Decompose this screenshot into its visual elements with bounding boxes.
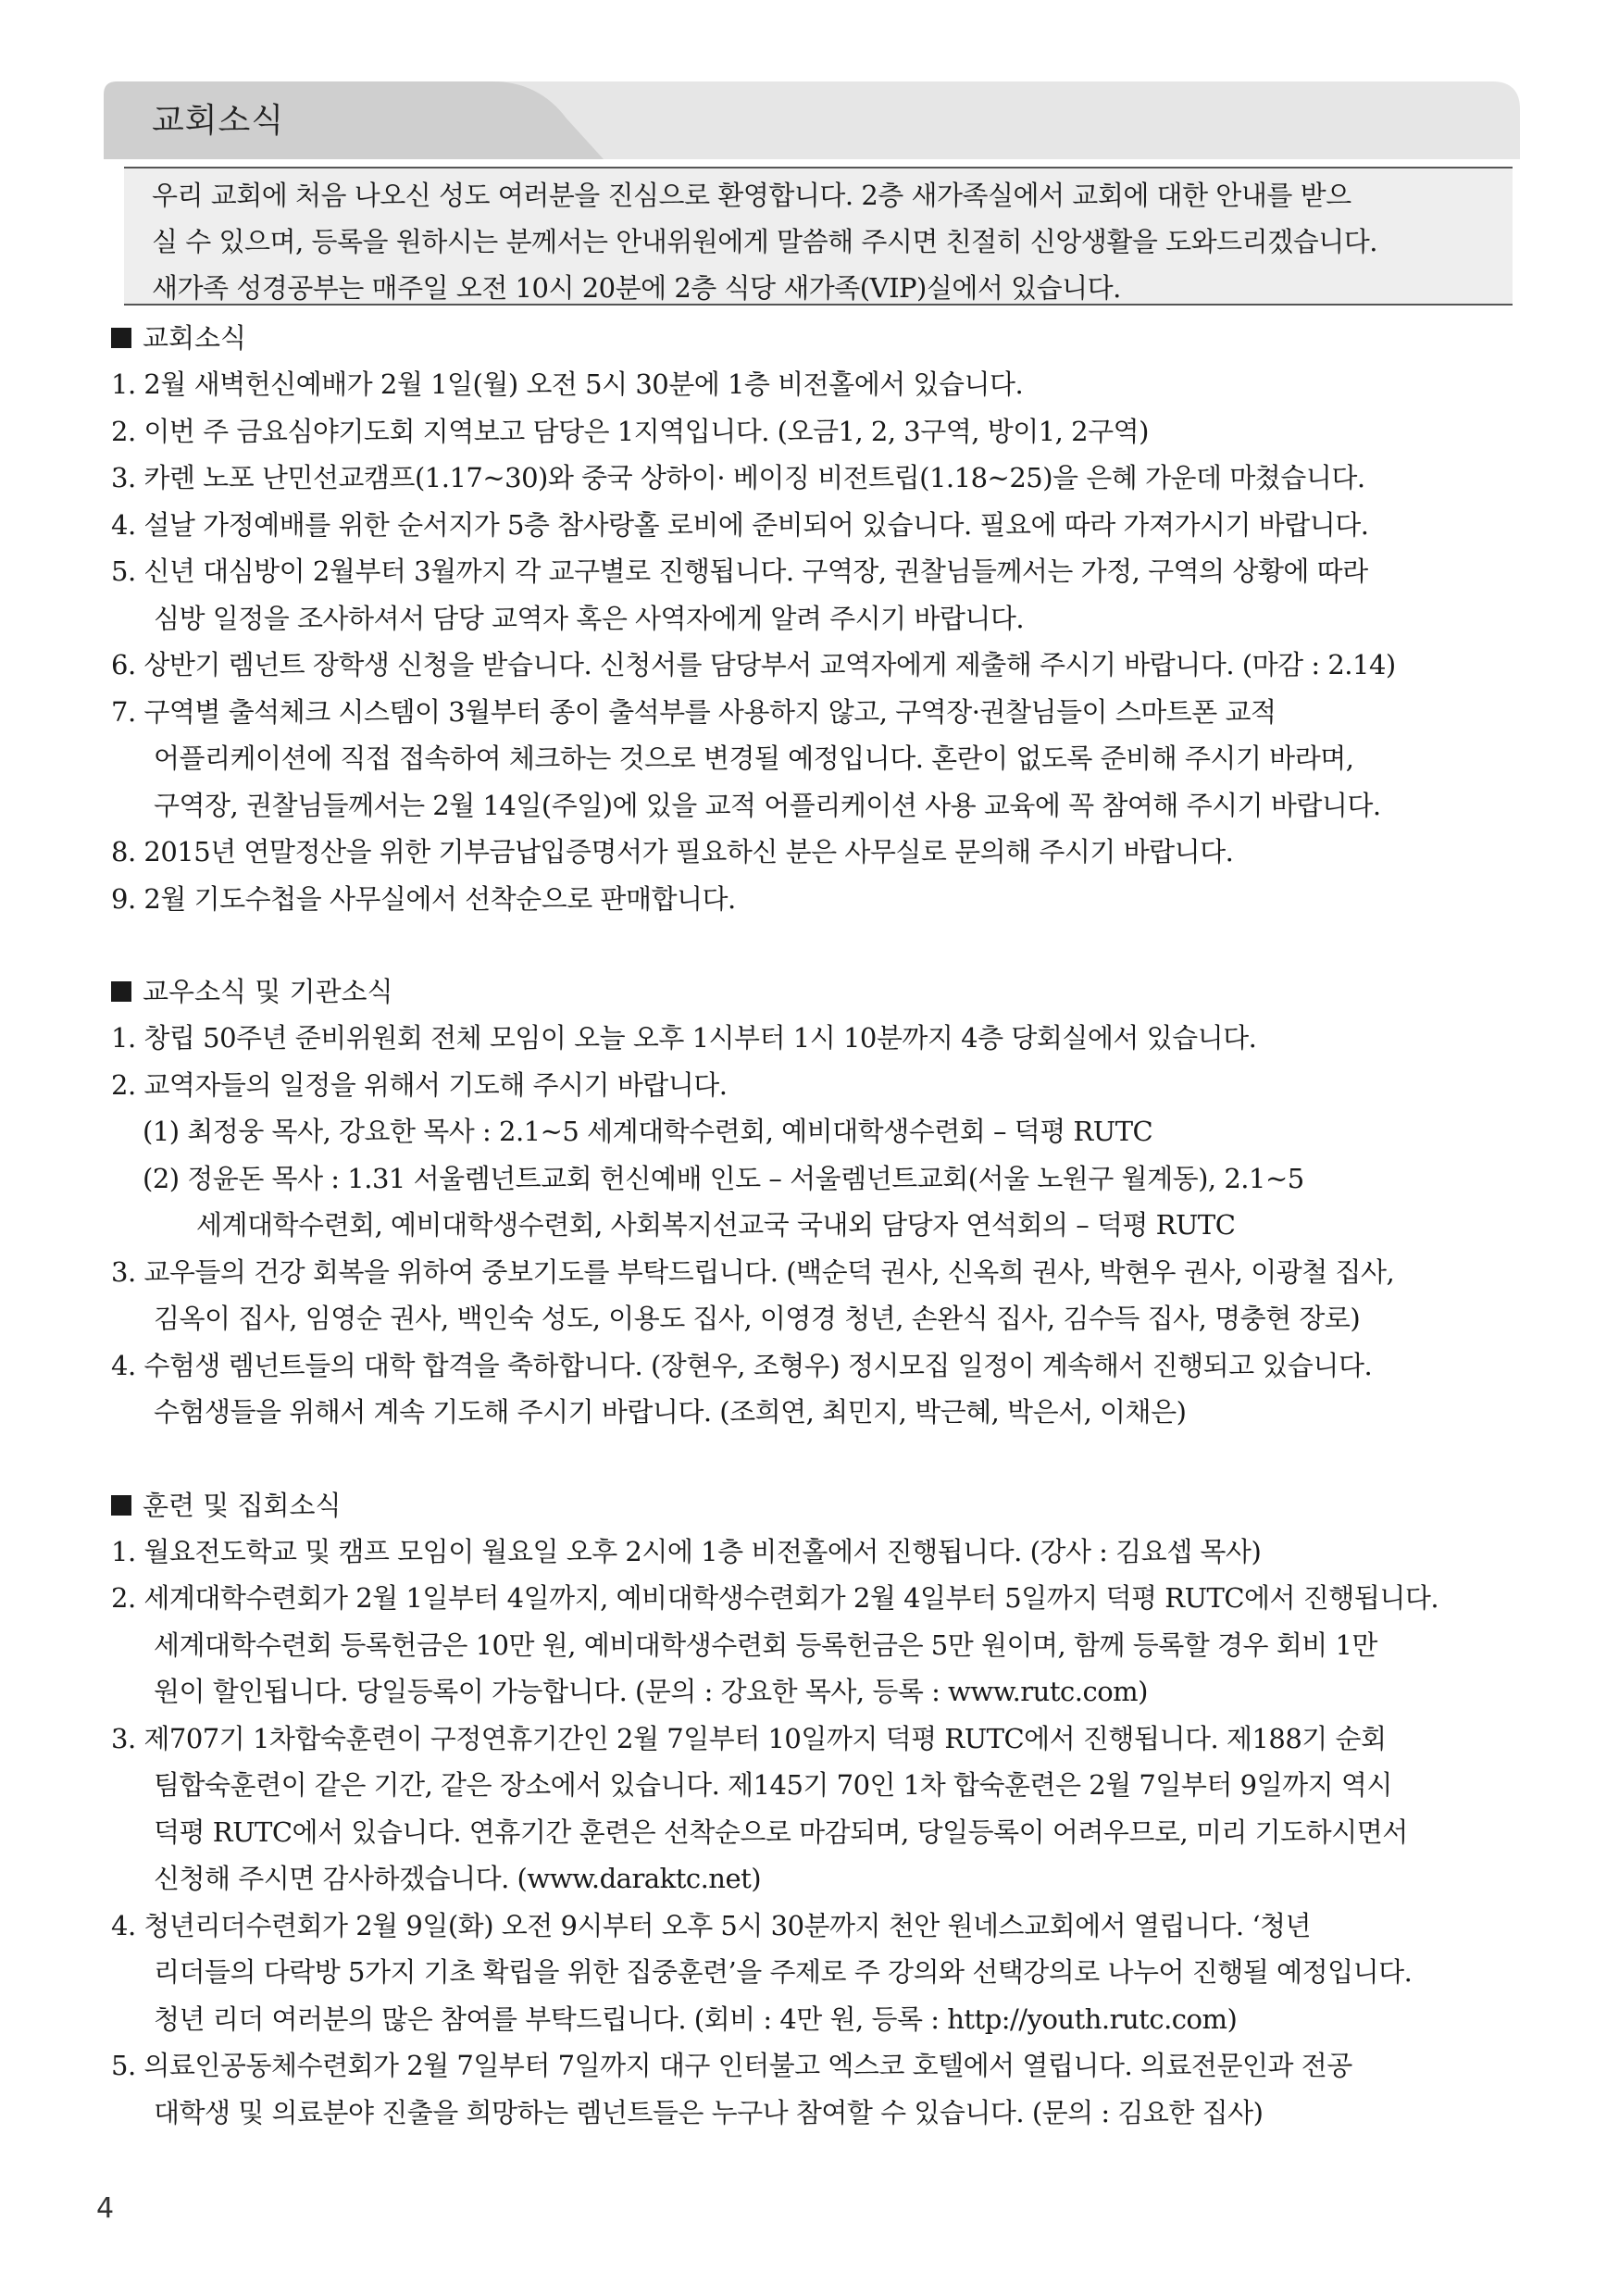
spacer (111, 922, 1518, 968)
section-header (104, 81, 1520, 159)
list-item (111, 455, 1518, 502)
item-line: 1. 월요전도학교 및 캠프 모임이 월요일 오후 2시에 1층 비전홀에서 진행됩니다. (강사 : 김요셉 목사) (111, 1535, 1262, 1567)
item-line: 팀합숙훈련이 같은 기간, 같은 장소에서 있습니다. 제145기 70인 1차 합숙훈련은 2월 7일부터 9일까지 역시 (154, 1769, 1392, 1801)
item-line: 6. 상반기 렘넌트 장학생 신청을 받습니다. 신청서를 담당부서 교역자에게 제출해 주시기 바랍니다. (마감 : 2.14) (111, 649, 1396, 680)
list-item (111, 1062, 1518, 1109)
item-line: 3. 제707기 1차합숙훈련이 구정연휴기간인 2월 7일부터 10일까지 덕평 RUTC에서 진행됩니다. 제188기 순회 (111, 1722, 1387, 1754)
welcome-line: 우리 교회에 처음 나오신 성도 여러분을 진심으로 환영합니다. 2층 새가족실에서 교회에 대한 안내를 받으 (152, 180, 1351, 211)
section-title (111, 315, 1518, 361)
header-title: 교회소식 (152, 102, 285, 140)
section-title-text: 교우소식 및 기관소식 (143, 976, 393, 1007)
item-line: 4. 설날 가정예배를 위한 순서지가 5층 참사랑홀 로비에 준비되어 있습니다. 필요에 따라 가져가시기 바랍니다. (111, 508, 1369, 541)
item-line: 세계대학수련회, 예비대학생수련회, 사회복지선교국 국내외 담당자 연석회의 – 덕평 RUTC (196, 1209, 1236, 1241)
item-line: 리더들의 다락방 5가지 기초 확립을 위한 집중훈련’을 주제로 주 강의와 선택강의로 나누어 진행될 예정입니다. (154, 1956, 1413, 1988)
item-line: 덕평 RUTC에서 있습니다. 연휴기간 훈련은 선착순으로 마감되며, 당일등록이 어려우므로, 미리 기도하시면서 (154, 1816, 1408, 1848)
item-line: 8. 2015년 연말정산을 위한 기부금납입증명서가 필요하신 분은 사무실로 문의해 주시기 바랍니다. (111, 836, 1234, 867)
item-line: 원이 할인됩니다. 당일등록이 가능합니다. (문의 : 강요한 목사, 등록 : www.rutc.com) (154, 1676, 1148, 1707)
list-item (111, 1015, 1518, 1062)
item-line: 심방 일정을 조사하셔서 담당 교역자 혹은 사역자에게 알려 주시기 바랍니다. (154, 602, 1025, 634)
item-line: 5. 의료인공동체수련회가 2월 7일부터 7일까지 대구 인터불고 엑스코 호텔에서 열립니다. 의료전문인과 전공 (111, 2050, 1352, 2081)
item-line: 4. 청년리더수련회가 2월 9일(화) 오전 9시부터 오후 5시 30분까지 천안 원네스교회에서 열립니다. ‘청년 (111, 1909, 1312, 1941)
list-item (111, 548, 1518, 642)
item-line: 3. 카렌 노포 난민선교캠프(1.17~30)와 중국 상하이· 베이징 비전트립(1.18~25)을 은혜 가운데 마쳤습니다. (111, 462, 1365, 493)
list-item (111, 1903, 1518, 2043)
item-line: 2. 세계대학수련회가 2월 1일부터 4일까지, 예비대학생수련회가 2월 4일부터 5일까지 덕평 RUTC에서 진행됩니다. (111, 1582, 1439, 1614)
section-title-text: 훈련 및 집회소식 (143, 1489, 342, 1521)
section-title-text: 교회소식 (143, 322, 247, 354)
list-item (111, 502, 1518, 549)
list-item (111, 642, 1518, 689)
list-item (111, 1716, 1518, 1903)
item-line: 5. 신년 대심방이 2월부터 3월까지 각 교구별로 진행됩니다. 구역장, 권찰님들께서는 가정, 구역의 상황에 따라 (111, 555, 1368, 587)
content (111, 315, 1518, 2136)
square-bullet-icon (111, 328, 131, 348)
square-bullet-icon (111, 981, 131, 1002)
item-line: (2) 정윤돈 목사 : 1.31 서울렘넌트교회 헌신예배 인도 – 서울렘넌트교회(서울 노원구 월계동), 2.1~5 (143, 1162, 1304, 1194)
list-item (111, 361, 1518, 408)
sub-item (111, 1108, 1518, 1155)
item-line: 김옥이 집사, 임영순 권사, 백인숙 성도, 이용도 집사, 이영경 청년, 손완식 집사, 김수득 집사, 명충현 장로) (154, 1303, 1361, 1334)
list-item (111, 2042, 1518, 2136)
item-line: 2. 이번 주 금요심야기도회 지역보고 담당은 1지역입니다. (오금1, 2, 3구역, 방이1, 2구역) (111, 415, 1149, 447)
item-line: 신청해 주시면 감사하겠습니다. (www.daraktc.net) (154, 1863, 762, 1894)
list-item (111, 1249, 1518, 1342)
item-line: 수험생들을 위해서 계속 기도해 주시기 바랍니다. (조희연, 최민지, 박근혜, 박은서, 이채은) (154, 1396, 1187, 1428)
list-item (111, 876, 1518, 923)
item-line: 구역장, 권찰님들께서는 2월 14일(주일)에 있을 교적 어플리케이션 사용 교육에 꼭 참여해 주시기 바랍니다. (154, 789, 1381, 821)
section-title (111, 1482, 1518, 1529)
header-tab-shape (104, 81, 1520, 159)
item-line: 세계대학수련회 등록헌금은 10만 원, 예비대학생수련회 등록헌금은 5만 원이며, 함께 등록할 경우 회비 1만 (154, 1628, 1377, 1661)
welcome-line: 실 수 있으며, 등록을 원하시는 분께서는 안내위원에게 말씀해 주시면 친절히 신앙생활을 도와드리겠습니다. (152, 226, 1377, 257)
item-line: 4. 수험생 렘넌트들의 대학 합격을 축하합니다. (장현우, 조형우) 정시모집 일정이 계속해서 진행되고 있습니다. (111, 1349, 1373, 1381)
welcome-line: 새가족 성경공부는 매주일 오전 10시 20분에 2층 식당 새가족(VIP)실에서 있습니다. (152, 272, 1121, 304)
spacer (111, 1436, 1518, 1482)
list-item (111, 1529, 1518, 1576)
list-item (111, 1342, 1518, 1436)
list-item (111, 689, 1518, 830)
list-item (111, 1575, 1518, 1716)
item-line: 3. 교우들의 건강 회복을 위하여 중보기도를 부탁드립니다. (백순덕 권사, 신옥희 권사, 박현우 권사, 이광철 집사, (111, 1255, 1395, 1288)
item-line: 1. 창립 50주년 준비위원회 전체 모임이 오늘 오후 1시부터 1시 10분까지 4층 당회실에서 있습니다. (111, 1022, 1257, 1054)
item-line: 대학생 및 의료분야 진출을 희망하는 렘넌트들은 누구나 참여할 수 있습니다. (문의 : 김요한 집사) (154, 2096, 1264, 2128)
sub-item (111, 1155, 1518, 1249)
item-line: 2. 교역자들의 일정을 위해서 기도해 주시기 바랍니다. (111, 1068, 728, 1101)
item-line: (1) 최정웅 목사, 강요한 목사 : 2.1~5 세계대학수련회, 예비대학생수련회 – 덕평 RUTC (143, 1116, 1153, 1147)
item-line: 7. 구역별 출석체크 시스템이 3월부터 종이 출석부를 사용하지 않고, 구역장·권찰님들이 스마트폰 교적 (111, 695, 1277, 728)
welcome-box (124, 167, 1513, 306)
list-item (111, 408, 1518, 455)
item-line: 1. 2월 새벽헌신예배가 2월 1일(월) 오전 5시 30분에 1층 비전홀에서 있습니다. (111, 368, 1024, 400)
item-line: 청년 리더 여러분의 많은 참여를 부탁드립니다. (회비 : 4만 원, 등록 : http://youth.rutc.com) (154, 2003, 1238, 2035)
list-item (111, 829, 1518, 876)
square-bullet-icon (111, 1495, 131, 1516)
page-number: 4 (96, 2192, 115, 2225)
section-title (111, 968, 1518, 1015)
item-line: 9. 2월 기도수첩을 사무실에서 선착순으로 판매합니다. (111, 882, 736, 915)
item-line: 어플리케이션에 직접 접속하여 체크하는 것으로 변경될 예정입니다. 혼란이 없도록 준비해 주시기 바라며, (154, 742, 1354, 774)
